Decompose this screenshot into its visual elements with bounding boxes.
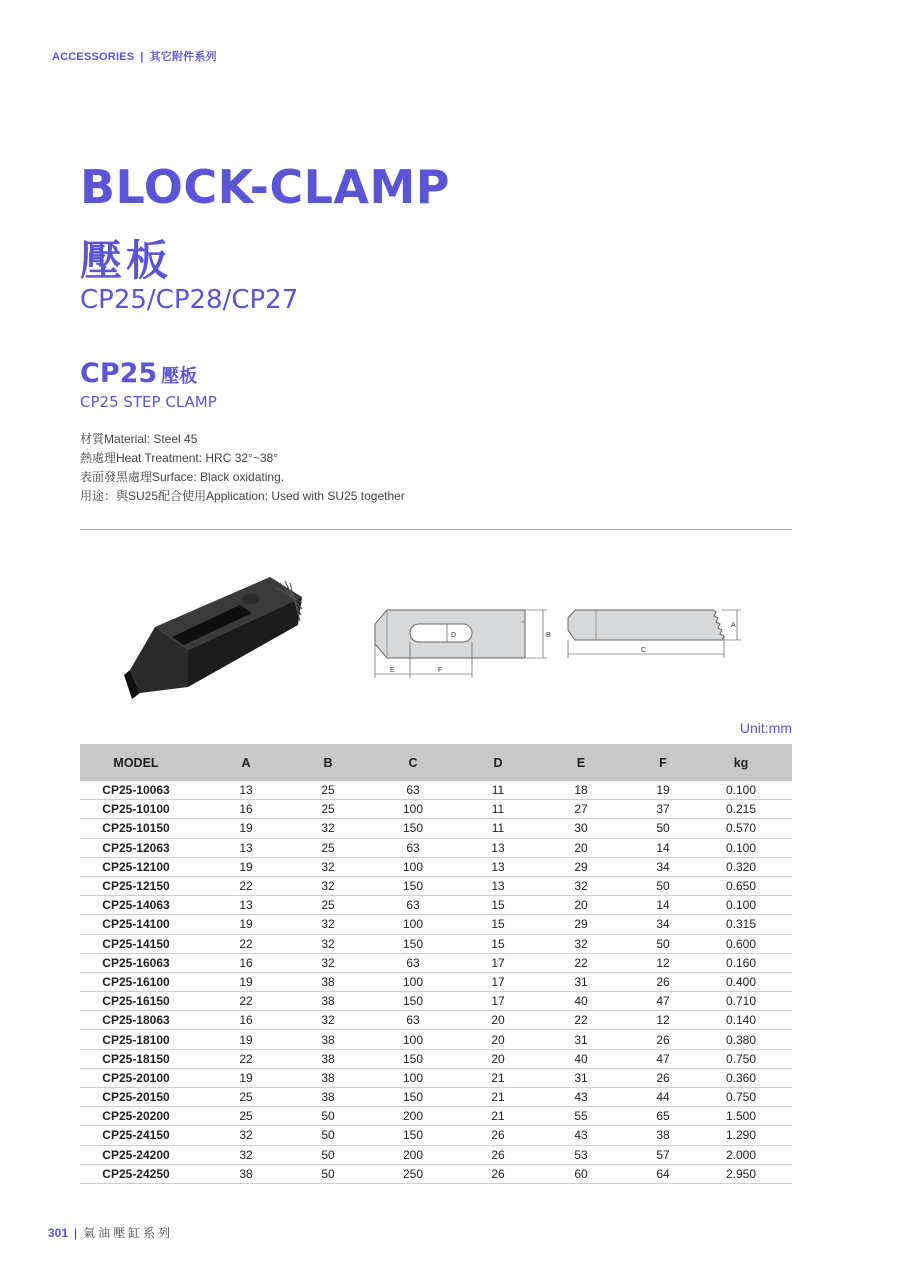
table-cell: 0.570: [690, 819, 792, 838]
footer-separator: |: [74, 1226, 78, 1240]
table-cell: 40: [526, 1049, 636, 1068]
dim-label-d: D: [451, 632, 457, 639]
divider: [80, 529, 792, 530]
table-cell: 0.320: [690, 857, 792, 876]
table-cell: 0.140: [690, 1011, 792, 1030]
dim-label-f: F: [438, 667, 443, 674]
table-cell: 0.100: [690, 838, 792, 857]
table-cell: 21: [470, 1107, 526, 1126]
cell-model: CP25-24250: [80, 1164, 192, 1183]
spec-surface: 表面發黑處理Surface: Black oxidating.: [80, 470, 285, 484]
model-series: CP25/CP28/CP27: [80, 285, 299, 315]
table-cell: 15: [470, 896, 526, 915]
section-subtitle: CP25 STEP CLAMP: [80, 393, 217, 411]
table-cell: 27: [526, 800, 636, 819]
dim-label-e: E: [390, 667, 395, 674]
section-chinese: 壓板: [161, 366, 198, 387]
table-cell: 17: [470, 992, 526, 1011]
cell-model: CP25-18150: [80, 1049, 192, 1068]
table-cell: 11: [470, 819, 526, 838]
table-cell: 20: [526, 838, 636, 857]
table-cell: 22: [192, 934, 300, 953]
table-cell: 38: [636, 1126, 690, 1145]
dim-label-c: C: [641, 647, 647, 654]
table-cell: 19: [192, 857, 300, 876]
table-cell: 15: [470, 934, 526, 953]
table-row: [80, 1049, 792, 1068]
table-cell: 250: [356, 1164, 470, 1183]
table-cell: 50: [300, 1145, 356, 1164]
table-cell: 32: [300, 915, 356, 934]
cell-model: CP25-24200: [80, 1145, 192, 1164]
table-row: [80, 915, 792, 934]
table-cell: 13: [192, 896, 300, 915]
table-cell: 63: [356, 781, 470, 800]
table-cell: 25: [192, 1107, 300, 1126]
table-cell: 32: [300, 819, 356, 838]
table-body: [80, 781, 792, 1183]
table-cell: 150: [356, 934, 470, 953]
table-cell: 0.380: [690, 1030, 792, 1049]
table-cell: 26: [636, 1030, 690, 1049]
section-title: [80, 358, 197, 389]
table-row: [80, 1088, 792, 1107]
col-d: D: [470, 744, 526, 781]
footer-series-label: 氣油壓缸系列: [83, 1226, 174, 1240]
table-cell: 31: [526, 972, 636, 991]
table-cell: 43: [526, 1126, 636, 1145]
cell-model: CP25-20200: [80, 1107, 192, 1126]
table-cell: 150: [356, 876, 470, 895]
table-row: [80, 819, 792, 838]
table-cell: 1.500: [690, 1107, 792, 1126]
table-cell: 22: [192, 876, 300, 895]
col-kg: kg: [690, 744, 792, 781]
table-cell: 0.400: [690, 972, 792, 991]
table-cell: 19: [192, 1068, 300, 1087]
table-cell: 55: [526, 1107, 636, 1126]
table-cell: 32: [192, 1145, 300, 1164]
table-cell: 0.100: [690, 781, 792, 800]
table-cell: 21: [470, 1068, 526, 1087]
cell-model: CP25-18100: [80, 1030, 192, 1049]
table-row: [80, 934, 792, 953]
table-row: [80, 1145, 792, 1164]
col-b: B: [300, 744, 356, 781]
table-cell: 26: [470, 1145, 526, 1164]
cell-model: CP25-12063: [80, 838, 192, 857]
table-cell: 30: [526, 819, 636, 838]
table-cell: 38: [300, 1068, 356, 1087]
table-cell: 150: [356, 1049, 470, 1068]
cell-model: CP25-12100: [80, 857, 192, 876]
table-cell: 37: [636, 800, 690, 819]
cell-model: CP25-14150: [80, 934, 192, 953]
dim-label-a: A: [731, 622, 736, 629]
cell-model: CP25-16100: [80, 972, 192, 991]
table-cell: 12: [636, 953, 690, 972]
table-cell: 26: [636, 1068, 690, 1087]
table-cell: 16: [192, 800, 300, 819]
table-cell: 63: [356, 1011, 470, 1030]
table-cell: 38: [192, 1164, 300, 1183]
table-cell: 31: [526, 1068, 636, 1087]
table-cell: 47: [636, 1049, 690, 1068]
table-cell: 13: [192, 838, 300, 857]
table-cell: 100: [356, 1068, 470, 1087]
table-cell: 0.750: [690, 1088, 792, 1107]
table-cell: 65: [636, 1107, 690, 1126]
table-cell: 0.215: [690, 800, 792, 819]
table-cell: 47: [636, 992, 690, 1011]
side-view-drawing: [563, 600, 748, 662]
page-title-chinese: 壓板: [80, 236, 173, 285]
col-f: F: [636, 744, 690, 781]
table-cell: 16: [192, 953, 300, 972]
table-cell: 32: [526, 876, 636, 895]
table-cell: 20: [470, 1030, 526, 1049]
table-row: [80, 992, 792, 1011]
cell-model: CP25-20150: [80, 1088, 192, 1107]
table-cell: 22: [192, 992, 300, 1011]
cell-model: CP25-18063: [80, 1011, 192, 1030]
table-cell: 50: [636, 934, 690, 953]
table-cell: 150: [356, 1126, 470, 1145]
table-cell: 0.360: [690, 1068, 792, 1087]
table-cell: 57: [636, 1145, 690, 1164]
cell-model: CP25-24150: [80, 1126, 192, 1145]
header-category-zh: 其它附件系列: [149, 51, 217, 63]
table-cell: 40: [526, 992, 636, 1011]
table-cell: 150: [356, 819, 470, 838]
table-row: [80, 838, 792, 857]
table-cell: 13: [470, 876, 526, 895]
section-code: CP25: [80, 358, 158, 389]
table-row: [80, 800, 792, 819]
table-row: [80, 1030, 792, 1049]
page-number: 301: [48, 1226, 69, 1240]
cell-model: CP25-12150: [80, 876, 192, 895]
table-cell: 0.315: [690, 915, 792, 934]
table-cell: 25: [300, 838, 356, 857]
table-cell: 32: [526, 934, 636, 953]
cell-model: CP25-10063: [80, 781, 192, 800]
table-cell: 43: [526, 1088, 636, 1107]
header-category-en: ACCESSORIES: [52, 51, 135, 63]
table-cell: 29: [526, 915, 636, 934]
table-cell: 15: [470, 915, 526, 934]
table-cell: 34: [636, 915, 690, 934]
table-cell: 0.600: [690, 934, 792, 953]
header-category: [52, 48, 217, 64]
table-cell: 50: [300, 1164, 356, 1183]
table-cell: 26: [636, 972, 690, 991]
table-cell: 22: [192, 1049, 300, 1068]
table-cell: 17: [470, 953, 526, 972]
table-cell: 38: [300, 1049, 356, 1068]
cell-model: CP25-10100: [80, 800, 192, 819]
table-cell: 12: [636, 1011, 690, 1030]
table-row: [80, 953, 792, 972]
table-row: [80, 1164, 792, 1183]
table-row: [80, 1068, 792, 1087]
table-cell: 31: [526, 1030, 636, 1049]
table-cell: 200: [356, 1145, 470, 1164]
table-cell: 20: [470, 1011, 526, 1030]
table-cell: 32: [300, 1011, 356, 1030]
table-cell: 18: [526, 781, 636, 800]
table-cell: 11: [470, 800, 526, 819]
table-cell: 100: [356, 800, 470, 819]
table-cell: 50: [300, 1126, 356, 1145]
cell-model: CP25-20100: [80, 1068, 192, 1087]
col-e: E: [526, 744, 636, 781]
cell-model: CP25-16063: [80, 953, 192, 972]
table-cell: 32: [300, 934, 356, 953]
spec-application: 用途：與SU25配合使用Application: Used with SU25 together: [80, 489, 405, 503]
table-cell: 100: [356, 1030, 470, 1049]
table-cell: 32: [192, 1126, 300, 1145]
spec-table: [80, 744, 792, 1184]
table-cell: 0.750: [690, 1049, 792, 1068]
table-cell: 25: [300, 800, 356, 819]
table-cell: 2.000: [690, 1145, 792, 1164]
table-cell: 22: [526, 953, 636, 972]
cell-model: CP25-16150: [80, 992, 192, 1011]
unit-label: Unit:mm: [739, 720, 792, 736]
table-cell: 26: [470, 1126, 526, 1145]
table-cell: 20: [470, 1049, 526, 1068]
table-cell: 25: [300, 781, 356, 800]
table-cell: 20: [526, 896, 636, 915]
product-photo: [110, 565, 320, 705]
table-cell: 32: [300, 953, 356, 972]
table-cell: 17: [470, 972, 526, 991]
table-cell: 63: [356, 953, 470, 972]
table-cell: 100: [356, 972, 470, 991]
table-cell: 1.290: [690, 1126, 792, 1145]
table-cell: 19: [192, 972, 300, 991]
table-cell: 0.710: [690, 992, 792, 1011]
table-cell: 150: [356, 992, 470, 1011]
table-cell: 13: [470, 857, 526, 876]
header-separator: |: [140, 51, 144, 63]
cell-model: CP25-14063: [80, 896, 192, 915]
table-cell: 25: [192, 1088, 300, 1107]
footer: [48, 1224, 173, 1241]
table-cell: 34: [636, 857, 690, 876]
table-cell: 32: [300, 857, 356, 876]
col-model: MODEL: [80, 744, 192, 781]
table-cell: 0.100: [690, 896, 792, 915]
table-cell: 150: [356, 1088, 470, 1107]
table-cell: 32: [300, 876, 356, 895]
table-cell: 100: [356, 857, 470, 876]
table-cell: 38: [300, 1088, 356, 1107]
table-cell: 19: [636, 781, 690, 800]
table-cell: 60: [526, 1164, 636, 1183]
table-cell: 200: [356, 1107, 470, 1126]
table-cell: 44: [636, 1088, 690, 1107]
table-cell: 64: [636, 1164, 690, 1183]
table-cell: 25: [300, 896, 356, 915]
spec-list: [80, 430, 405, 506]
table-cell: 0.650: [690, 876, 792, 895]
table-row: [80, 972, 792, 991]
table-row: [80, 1107, 792, 1126]
table-header-row: [80, 744, 792, 781]
table-cell: 63: [356, 838, 470, 857]
table-row: [80, 896, 792, 915]
table-cell: 29: [526, 857, 636, 876]
table-cell: 0.160: [690, 953, 792, 972]
table-cell: 26: [470, 1164, 526, 1183]
spec-heat-treatment: 熱處理Heat Treatment: HRC 32°~38°: [80, 451, 279, 465]
col-a: A: [192, 744, 300, 781]
table-cell: 19: [192, 819, 300, 838]
table-cell: 50: [636, 819, 690, 838]
table-cell: 22: [526, 1011, 636, 1030]
table-cell: 53: [526, 1145, 636, 1164]
table-cell: 13: [470, 838, 526, 857]
table-cell: 63: [356, 896, 470, 915]
cell-model: CP25-10150: [80, 819, 192, 838]
table-cell: 2.950: [690, 1164, 792, 1183]
table-cell: 13: [192, 781, 300, 800]
table-row: [80, 1126, 792, 1145]
table-cell: 38: [300, 1030, 356, 1049]
table-cell: 50: [300, 1107, 356, 1126]
page-title: BLOCK-CLAMP: [80, 160, 450, 214]
cell-model: CP25-14100: [80, 915, 192, 934]
col-c: C: [356, 744, 470, 781]
table-cell: 16: [192, 1011, 300, 1030]
table-cell: 19: [192, 1030, 300, 1049]
table-cell: 38: [300, 972, 356, 991]
top-view-drawing: [365, 600, 555, 685]
table-cell: 50: [636, 876, 690, 895]
table-cell: 21: [470, 1088, 526, 1107]
table-cell: 14: [636, 838, 690, 857]
table-cell: 100: [356, 915, 470, 934]
table-cell: 38: [300, 992, 356, 1011]
dim-label-b: B: [546, 632, 551, 639]
table-row: [80, 857, 792, 876]
table-cell: 19: [192, 915, 300, 934]
spec-material: 材質Material: Steel 45: [80, 432, 198, 446]
table-row: [80, 876, 792, 895]
table-cell: 14: [636, 896, 690, 915]
table-cell: 11: [470, 781, 526, 800]
table-row: [80, 1011, 792, 1030]
table-row: [80, 781, 792, 800]
